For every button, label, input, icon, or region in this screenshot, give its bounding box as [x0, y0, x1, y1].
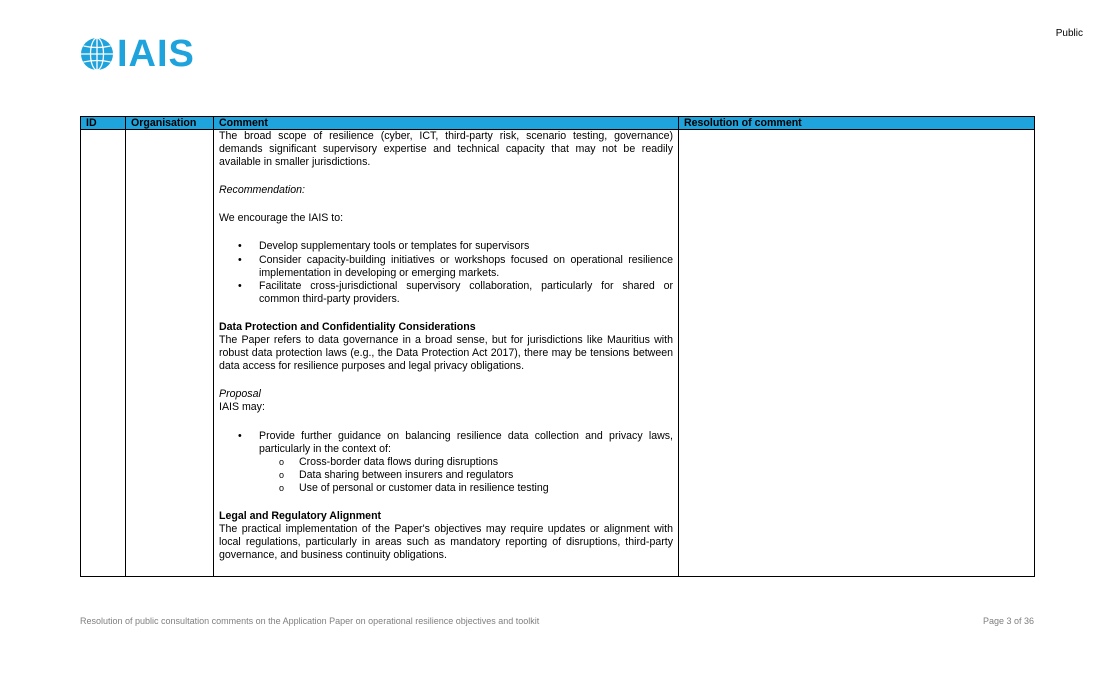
column-header-comment: Comment — [214, 117, 679, 130]
column-header-organisation: Organisation — [126, 117, 214, 130]
organisation-cell — [126, 130, 214, 577]
section-heading-data-protection: Data Protection and Confidentiality Considerations — [219, 320, 476, 333]
column-header-id: ID — [81, 117, 126, 130]
sub-list-item: o Use of personal or customer data in resilience testing — [259, 482, 673, 495]
classification-label: Public — [1055, 28, 1083, 39]
table-row — [81, 130, 1035, 577]
logo-text: IAIS — [117, 33, 195, 75]
globe-icon — [80, 37, 114, 71]
list-item: • Provide further guidance on balancing resilience data collection and privacy laws, particularly in the context of: o Cross-border data flows during disruptions o Data sharing between insurers and regulators o Use of personal or customer data in resilience testing — [219, 430, 673, 495]
list-item: • Facilitate cross-jurisdictional supervisory collaboration, particularly for shared or common third-party providers. — [219, 280, 673, 306]
comment-paragraph-scope: The broad scope of resilience (cyber, ICT, third-party risk, scenario testing, governance) demands significant supervisory expertise and technical capacity that may not be readily available in smaller jurisdictions. — [219, 130, 673, 169]
table-header-row — [81, 117, 1035, 130]
comment-paragraph-proposal: IAIS may: — [219, 401, 265, 414]
iais-logo — [80, 33, 195, 75]
comment-paragraph-data-protection: The Paper refers to data governance in a broad sense, but for jurisdictions like Mauritius with robust data protection laws (e.g., the Data Protection Act 2017), there may be tensions between data access for resilience purposes and legal privacy obligations. — [219, 334, 673, 373]
comments-table — [80, 116, 1035, 577]
id-cell — [81, 130, 126, 577]
footer-document-title: Resolution of public consultation comments on the Application Paper on operational resilience objectives and toolkit — [80, 616, 540, 626]
resolution-cell — [679, 130, 1035, 577]
proposal-heading: Proposal — [219, 388, 261, 401]
proposal-list — [219, 430, 673, 495]
sub-list-item: o Cross-border data flows during disruptions — [259, 456, 673, 469]
comment-paragraph-legal: The practical implementation of the Paper's objectives may require updates or alignment with local regulations, particularly in areas such as mandatory reporting of disruptions, third-party governance, and business continuity obligations. — [219, 523, 673, 562]
list-item: • Develop supplementary tools or templates for supervisors — [219, 240, 673, 253]
sub-list-item: o Data sharing between insurers and regulators — [259, 469, 673, 482]
recommendation-list — [219, 240, 673, 305]
section-heading-legal: Legal and Regulatory Alignment — [219, 509, 382, 522]
list-item: • Consider capacity-building initiatives or workshops focused on operational resilience implementation in developing or emerging markets. — [219, 254, 673, 280]
comment-paragraph-encourage: We encourage the IAIS to: — [219, 212, 344, 225]
comment-cell — [214, 130, 679, 577]
sub-list — [259, 456, 673, 495]
recommendation-heading: Recommendation: — [219, 184, 305, 197]
column-header-resolution: Resolution of comment — [679, 117, 1035, 130]
footer-page-number: Page 3 of 36 — [982, 616, 1034, 626]
